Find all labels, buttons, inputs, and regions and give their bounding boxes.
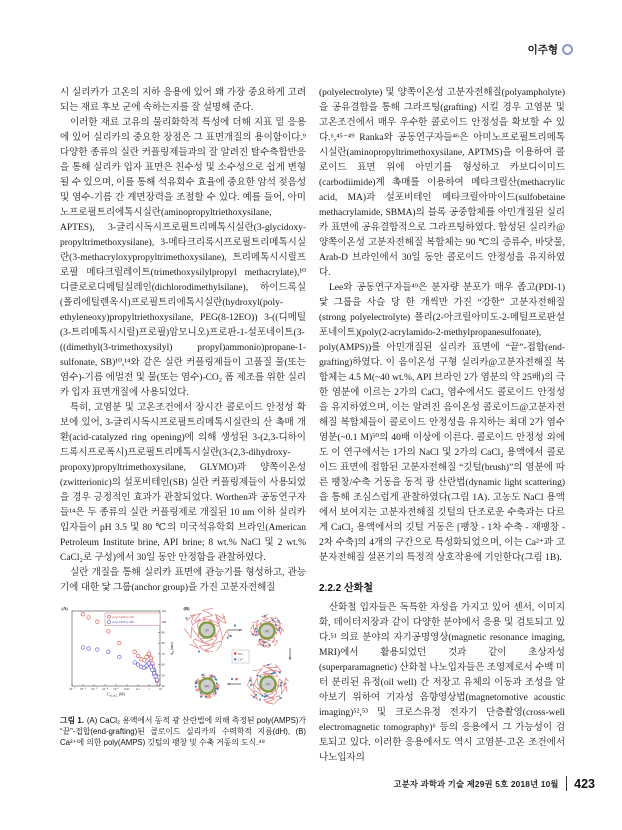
figure-caption bbox=[60, 716, 306, 748]
page-number: 423 bbox=[574, 776, 595, 791]
paragraph: 시 실리카가 고온의 지하 응용에 있어 왜 가장 중요하게 고려되는 재료 후보 군에 속하는지를 잘 설명해 준다. bbox=[60, 88, 306, 113]
svg-text:dH (nm): $d_H$ (nm) bbox=[170, 642, 176, 655]
svg-text:(i): (i) bbox=[205, 628, 209, 633]
figure-caption-label: 그림 1. bbox=[60, 716, 84, 725]
panel-b-label: (B) bbox=[183, 606, 190, 611]
svg-text:poly(AMPS)-30K: poly(AMPS)-30K bbox=[112, 620, 135, 625]
svg-text:(ii): (ii) bbox=[265, 629, 269, 634]
svg-text:50: 50 bbox=[161, 673, 165, 678]
page-footer bbox=[393, 776, 595, 791]
svg-text:Ca²⁺: Ca²⁺ bbox=[238, 657, 244, 662]
svg-text:10⁻⁵: 10⁻⁵ bbox=[91, 687, 97, 691]
svg-text:(iv): (iv) bbox=[265, 682, 271, 687]
page-header bbox=[60, 40, 573, 56]
section-heading: 2.2.2 산화철 bbox=[319, 583, 373, 594]
svg-text:70: 70 bbox=[161, 651, 165, 656]
paragraph: Lee와 공동연구자들⁴⁹은 분자량 분포가 매우 좁고(PDI-1) 닻 그룹을 사슬 당 한 개씩만 가진 “강한” 고분자전해질(strong polyelectrolyte) 폴리(2-아크릴아미도-2-메틸프로판설포네이트)(poly(2-acrylamido-2-methylpropanesulfonate), poly(AMPS))를 아민개질된 실리카 표면에 “끝”-접합(end-grafting)하였다. 이 음이온성 구형 실리카@고분자전해질 복합체는 4.5 M(~40 wt.%, API 브라인 2가 염분의 약 25배)의 극한 염분에 이르는 2가의 CaCl₂ 염수에서도 콜로이드 안정성을 유지하였으며, 이는 알려진 음이온성 콜로이드@고분자전해질 복합체들이 콜로이드 안정성을 유지하는 최대 2가 염수 염분(~0.1 M)⁵⁰의 40배 이상에 이른다. 콜로이드 안정성 외에도 이 연구에서는 1가의 NaCl 및 2가의 CaCl₂ 용액에서 콜로이드 표면에 접합된 고분자전해질 “깃털(brush)”의 염분에 따른 팽창/수축 거동을 동적 광 산란법(dynamic light scattering)을 통해 조심스럽게 관찰하였다(그림 1A). 고농도 NaCl 용액에서 보여지는 고분자전해질 깃털의 단조로운 수축과는 다르게 CaCl₂ 용액에서의 깃털 거동은 [팽창 - 1차 수축 - 재팽창 - 2차 수축]의 4개의 구간으로 특성화되었으며, 이는 Ca²⁺과 고분자전해질 설폰기의 특정적 상호작용에 기인한다(그림 1B). bbox=[319, 283, 565, 563]
paragraph: 산화철 입자들은 독특한 자성을 가지고 있어 센서, 이미지화, 데이터저장과 같이 다양한 분야에서 응용 및 검토되고 있다.⁵¹ 의료 분야의 자기공명영상(magnetic resonance imaging, MRI)에서 활용되었던 것과 같이 초상자성(superparamagnetic) 산화철 나노입자들은 조영제로서 수백 미터 분리된 유정(oil well) 간 저장고 유체의 이동과 조성을 알아보기 위하여 기자성 음향영상법(magnetomotive acoustic imaging)⁵²,⁵³ 및 크로스유정 전자기 단층촬영(cross-well electromagnetic tomography)⁶ 등의 응용에서 그 가능성이 검토되고 있다. 이러한 응용에서도 역시 고염분·고온 조건에서 나노입자의 bbox=[319, 603, 565, 763]
svg-text:80: 80 bbox=[161, 641, 165, 646]
svg-text:SO₃⁻: SO₃⁻ bbox=[238, 651, 245, 656]
svg-text:0.01: 0.01 bbox=[124, 687, 130, 691]
svg-text:10⁻⁴: 10⁻⁴ bbox=[102, 687, 108, 691]
svg-text:0.1: 0.1 bbox=[136, 687, 140, 691]
paragraph: 특히, 고염분 및 고온조건에서 장시간 콜로이드 안정성 확보에 있어, 3-글리시독시프로필트리메톡시실란의 산 촉매 개환(acid-catalyzed ring opening)에 의해 생성된 3-(2,3-디하이드록시프로폭시)프로필트리메톡시실란(3-(2,3-dihydroxy-propoxy)propyltrimethoxysilane, GLYMO)과 양쪽이온성(zwitterionic)의 설포비테인(SB) 실란 커플링제들이 사용되었을 경우 긍정적인 효과가 관찰되었다. Worthen과 공동연구자들¹⁴은 두 종류의 실란 커플링제로 개질된 10 nm 이하 실리카 입자들이 pH 3.5 및 80 ℃의 미국석유학회 브라인(American Petroleum Institute brine, API brine; 8 wt.% NaCl 및 2 wt.% CaCl₂로 구성)에서 30일 동안 안정함을 관찰하였다. bbox=[60, 403, 306, 563]
figure-1 bbox=[60, 604, 306, 748]
svg-text:90: 90 bbox=[161, 630, 165, 635]
right-column bbox=[319, 86, 565, 766]
journal-info: 고분자 과학과 기술 제29권 5호 2018년 10월 bbox=[393, 778, 559, 789]
figure-1a-scatter-plot bbox=[60, 604, 182, 711]
author-name: 이주형 bbox=[527, 43, 558, 56]
figure-panels bbox=[60, 604, 306, 711]
footer-divider bbox=[566, 776, 568, 791]
svg-text:Cs,CaCl₂ (M): $C_{s,CaCl_2}$ (M) bbox=[107, 692, 125, 698]
svg-text:10⁻⁶: 10⁻⁶ bbox=[80, 687, 86, 691]
svg-text:10⁻³: 10⁻³ bbox=[113, 687, 119, 691]
svg-text:10⁻⁷: 10⁻⁷ bbox=[69, 687, 75, 691]
svg-text:100: 100 bbox=[161, 619, 167, 624]
svg-text:poly(AMPS)-10K: poly(AMPS)-10K bbox=[112, 614, 135, 619]
paragraph: 이러한 재료 고유의 물리화학적 특성에 더해 지표 밑 응용에 있어 실리카의 중요한 장점은 그 표면개질의 용이함이다.⁹ 다양한 종류의 실란 커플링제들과의 잘 알려진 탈수축합반응을 통해 실리카 입자 표면은 친수성 및 소수성으로 쉽게 변형될 수 있으며, 이를 통해 석유회수 효율에 중요한 암석 젖음성 및 염수-기름 간 계면장력을 조절할 수 있다. 예를 들어, 아미노프로필트리에톡시실란(aminopropyltriethoxysilane, APTES), 3-글리시독시프로필트리메톡시실란(3-glycidoxy-propyltrimethoxysilane), 3-메타크리록시프로필트리메톡시실란(3-methacryloxypropyltrimethoxysilane), 트리메톡시시릴프로필 메타크릴레이트(trimethoxysilylpropyl methacrylate),¹⁰ 디클로로디메틸실레인(dichlorodimethylsilane), 하이드록실(폴리에틸렌옥시)프로필트리에톡시실란(hydroxyl(poly-ethyleneoxy)propyltriethoxysilane, PEG(8-12EO)) 3-((디메틸(3-트리메톡시시릴)프로필)암모니오)프로판-1-설포네이트(3-((dimethyl(3-trimethoxysilyl) propyl)ammonio)propane-1-sulfonate, SB)¹⁰,¹⁴와 같은 실란 커플링제들이 고품질 물(또는 염수)-기름 에멀전 및 물(또는 염수)-CO₂ 폼 제조를 위한 실리카 입자 표면개질에 사용되었다. bbox=[60, 118, 306, 398]
figure-caption-text: (A) CaCl₂ 용액에서 동적 광 산란법에 의해 측정된 poly(AMPS)가 “끝”-접합(end-grafting)된 콜로이드 실리카의 수력학적 지름(dH), (B) Ca²⁺에 의한 poly(AMPS) 깃털의 팽창 및 수축 거동의 도식.⁴⁹ bbox=[60, 716, 306, 747]
svg-text:10: 10 bbox=[158, 687, 162, 691]
svg-text:1: 1 bbox=[148, 687, 150, 691]
paragraph: (polyelectrolyte) 및 양쪽이온성 고분자전해질(polyampholyte)을 공유결합을 통해 그라프팅(grafting) 시킬 경우 고염분 및 고온조건에서 매우 우수한 콜로이드 안정성을 확보할 수 있다.⁶,⁴⁵⁻⁴⁹ Ranka와 공동연구자들⁴⁶은 아미노프로필트리메톡시실란(aminopropyltrimethoxysilane, APTMS)을 이용하여 콜로이드 표면 위에 아민기를 형성하고 카보디이미드(carbodiimide)계 촉매를 이용하여 메타크릴산(methacrylic acid, MA)과 설포비테인 메타크릴아마이드(sulfobetaine methacrylamide, SBMA)의 블록 공중합체를 아민개질된 실리카 표면에 공유결합적으로 그라프팅하였다. 합성된 실리카@양쪽이온성 고분자전해질 복합체는 90 ℃의 증류수, 바닷물, Arab-D 브라인에서 30일 동안 콜로이드 안정성을 유지하였다. bbox=[319, 88, 565, 278]
paragraph: 실란 개질을 통해 실리카 표면에 관능기를 형성하고, 관능기에 대한 닻 그룹(anchor group)을 가진 고분자전해질 bbox=[60, 568, 306, 593]
two-column-body bbox=[60, 86, 565, 766]
svg-text:40: 40 bbox=[161, 684, 165, 689]
orcid-icon[interactable] bbox=[562, 44, 573, 55]
panel-a-label: (A) bbox=[61, 606, 68, 611]
left-column bbox=[60, 86, 306, 766]
svg-text:60: 60 bbox=[161, 662, 165, 667]
figure-1b-schematic bbox=[182, 604, 304, 711]
svg-text:110: 110 bbox=[161, 609, 167, 614]
svg-text:(iii): (iii) bbox=[204, 684, 210, 689]
